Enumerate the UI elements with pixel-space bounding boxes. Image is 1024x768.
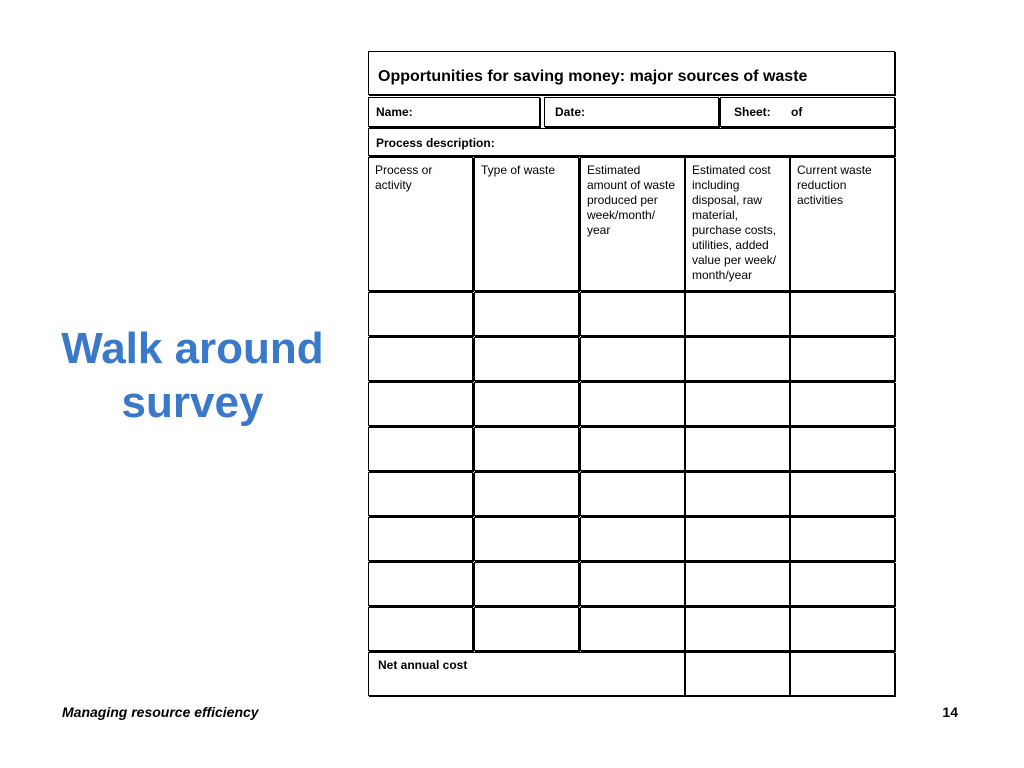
process-description-label: Process description: bbox=[376, 136, 495, 150]
column-header-current-activities: Current waste reduction activities bbox=[790, 157, 895, 291]
table-cell[interactable] bbox=[790, 382, 895, 426]
table-cell[interactable] bbox=[368, 562, 473, 606]
table-cell[interactable] bbox=[474, 382, 579, 426]
table-cell[interactable] bbox=[790, 517, 895, 561]
column-header-waste-type: Type of waste bbox=[474, 157, 579, 291]
slide-title-line-2: survey bbox=[121, 378, 264, 427]
date-field[interactable] bbox=[544, 97, 719, 127]
process-description-field[interactable] bbox=[368, 128, 895, 156]
table-cell[interactable] bbox=[685, 292, 790, 336]
table-cell[interactable] bbox=[580, 382, 685, 426]
table-cell[interactable] bbox=[368, 292, 473, 336]
table-cell[interactable] bbox=[685, 562, 790, 606]
table-cell[interactable] bbox=[368, 427, 473, 471]
slide-title bbox=[40, 322, 345, 430]
table-cell[interactable] bbox=[685, 427, 790, 471]
column-header-process: Process or activity bbox=[368, 157, 473, 291]
sheet-field[interactable] bbox=[720, 97, 895, 127]
table-cell[interactable] bbox=[685, 337, 790, 381]
net-annual-cost-value[interactable] bbox=[685, 652, 790, 696]
table-cell[interactable] bbox=[790, 472, 895, 516]
slide-title-line-1: Walk around bbox=[61, 324, 324, 373]
table-cell[interactable] bbox=[368, 382, 473, 426]
table-cell[interactable] bbox=[790, 562, 895, 606]
table-cell[interactable] bbox=[474, 562, 579, 606]
table-cell[interactable] bbox=[474, 607, 579, 651]
name-field[interactable] bbox=[368, 97, 540, 127]
name-label: Name: bbox=[376, 105, 413, 119]
table-cell[interactable] bbox=[685, 607, 790, 651]
table-cell[interactable] bbox=[368, 607, 473, 651]
table-cell[interactable] bbox=[685, 517, 790, 561]
table-cell[interactable] bbox=[474, 517, 579, 561]
table-cell[interactable] bbox=[685, 382, 790, 426]
of-label: of bbox=[791, 105, 803, 119]
table-cell[interactable] bbox=[474, 472, 579, 516]
table-cell[interactable] bbox=[580, 337, 685, 381]
footer-title: Managing resource efficiency bbox=[62, 704, 259, 720]
table-cell[interactable] bbox=[474, 337, 579, 381]
table-cell[interactable] bbox=[580, 472, 685, 516]
waste-survey-form bbox=[368, 51, 895, 697]
table-cell[interactable] bbox=[368, 337, 473, 381]
table-cell[interactable] bbox=[790, 292, 895, 336]
table-cell[interactable] bbox=[580, 427, 685, 471]
net-annual-cost-notes[interactable] bbox=[790, 652, 895, 696]
date-label: Date: bbox=[555, 105, 586, 119]
form-title: Opportunities for saving money: major sources of waste bbox=[368, 51, 895, 95]
table-cell[interactable] bbox=[368, 472, 473, 516]
column-header-estimated-cost: Estimated cost including disposal, raw material, purchase costs, utilities, added value per week/ month/year bbox=[685, 157, 790, 291]
table-cell[interactable] bbox=[580, 292, 685, 336]
table-cell[interactable] bbox=[790, 607, 895, 651]
table-cell[interactable] bbox=[474, 427, 579, 471]
table-cell[interactable] bbox=[368, 517, 473, 561]
table-cell[interactable] bbox=[580, 562, 685, 606]
column-header-estimated-amount: Estimated amount of waste produced per week/month/ year bbox=[580, 157, 685, 291]
table-cell[interactable] bbox=[790, 337, 895, 381]
sheet-label: Sheet: bbox=[734, 105, 771, 119]
table-cell[interactable] bbox=[685, 472, 790, 516]
page-number: 14 bbox=[942, 704, 958, 720]
table-cell[interactable] bbox=[474, 292, 579, 336]
table-cell[interactable] bbox=[790, 427, 895, 471]
table-cell[interactable] bbox=[580, 607, 685, 651]
table-cell[interactable] bbox=[580, 517, 685, 561]
net-annual-cost-label: Net annual cost bbox=[368, 652, 685, 696]
